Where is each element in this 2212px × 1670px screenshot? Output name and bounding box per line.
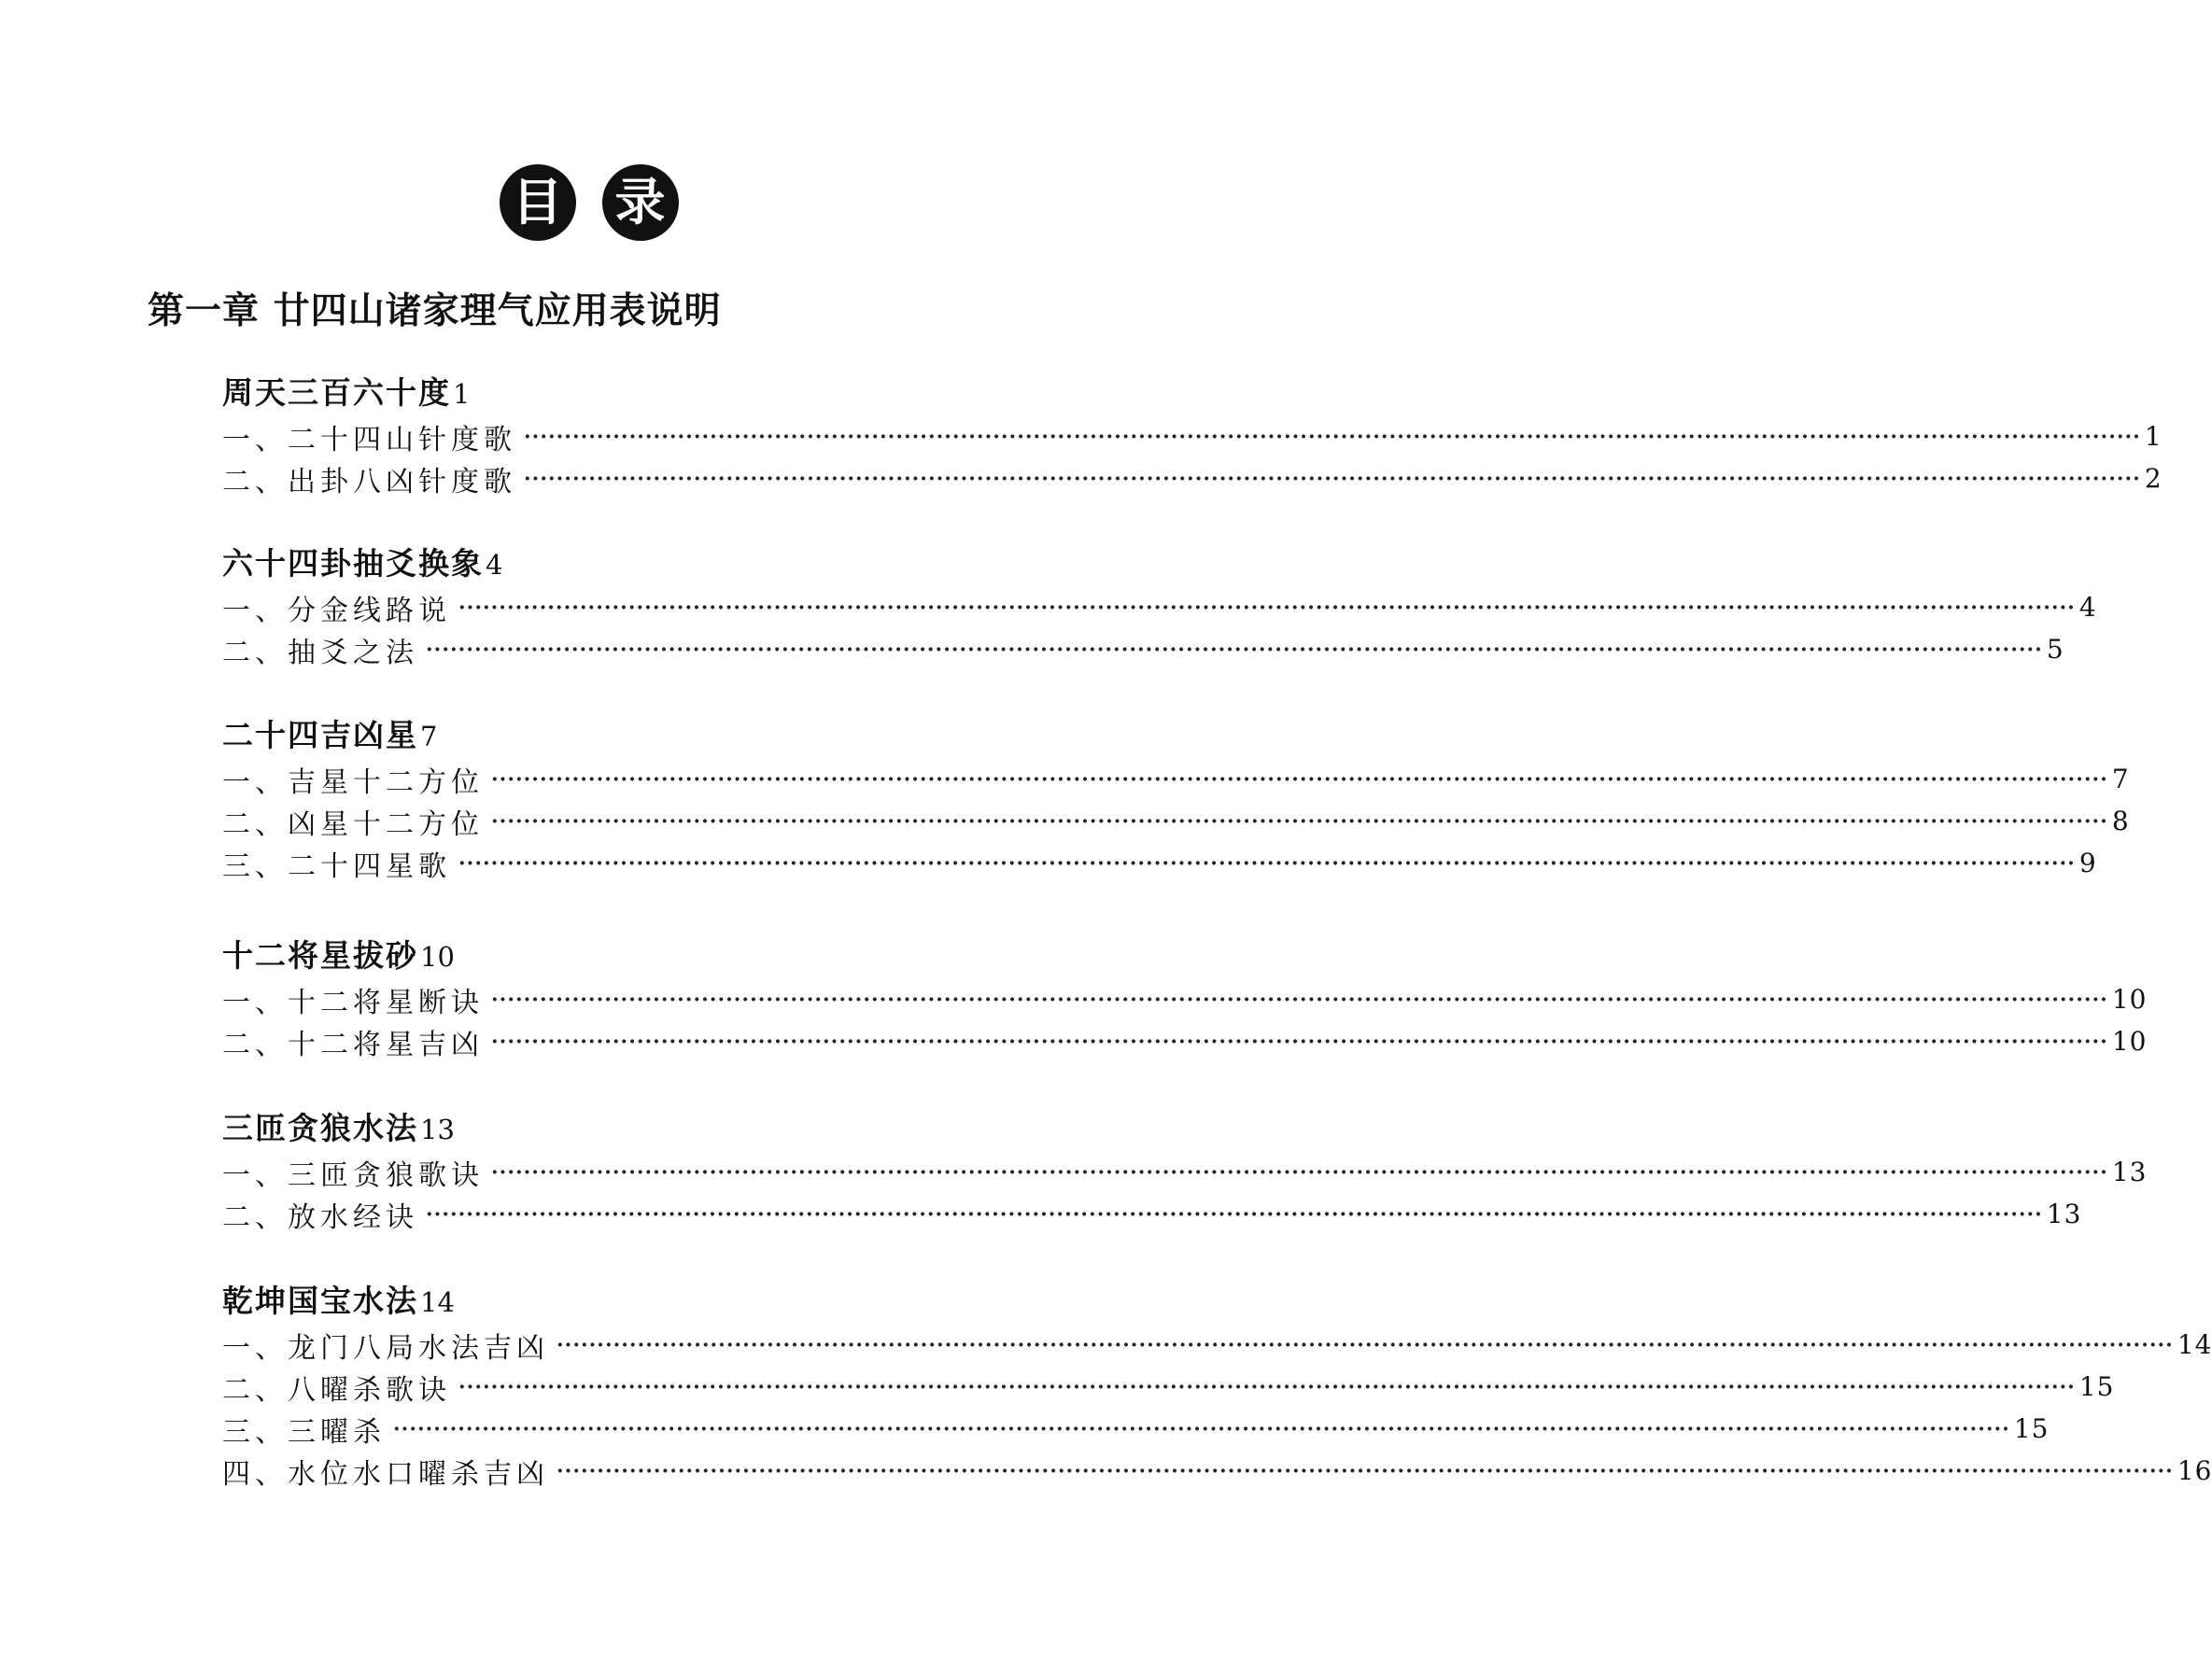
toc-entry-page: 8: [2111, 806, 2130, 836]
section-title: 六十四卦抽爻换象: [222, 545, 484, 582]
toc-entry-page: 10: [2111, 1026, 2148, 1057]
toc-entry-label: 一、分金线路说: [222, 594, 451, 627]
dot-leader: ········································································································································································································: [426, 637, 2043, 662]
toc-section: [222, 369, 2163, 499]
toc-entry[interactable]: [222, 586, 2097, 628]
section-heading[interactable]: [222, 1104, 1025, 1151]
toc-entry[interactable]: [222, 1193, 2082, 1235]
section-page: 7: [420, 721, 438, 752]
chapter-title: 第一章 廿四山诸家理气应用表说明: [148, 290, 722, 332]
dot-leader: ········································································································································································································: [491, 987, 2108, 1012]
toc-section: [222, 1277, 2212, 1492]
toc-section: [222, 711, 2130, 884]
toc-entry[interactable]: [222, 1366, 2115, 1408]
toc-header-char-circle: 目: [500, 164, 576, 241]
section-heading[interactable]: [222, 711, 1025, 758]
toc-entry[interactable]: [222, 978, 2148, 1020]
dot-leader: ········································································································································································································: [458, 1374, 2076, 1399]
toc-entry-page: 5: [2046, 634, 2064, 665]
toc-entry[interactable]: [222, 1450, 2212, 1492]
toc-entry[interactable]: [222, 628, 2064, 670]
toc-entry[interactable]: [222, 758, 2130, 800]
toc-entry-label: 三、三曜杀: [222, 1415, 386, 1449]
toc-section: [222, 1104, 2148, 1235]
toc-entry-page: 13: [2046, 1199, 2082, 1229]
toc-header: [0, 164, 1177, 241]
dot-leader: ········································································································································································································: [491, 1029, 2108, 1054]
dot-leader: ········································································································································································································: [557, 1458, 2174, 1483]
dot-leader: ········································································································································································································: [491, 808, 2108, 834]
toc-entry-page: 9: [2078, 848, 2097, 878]
toc-entry[interactable]: [222, 457, 2163, 499]
toc-section: [222, 932, 2148, 1062]
toc-entry-label: 一、三匝贪狼歌诀: [222, 1158, 484, 1192]
dot-leader: ········································································································································································································: [426, 1201, 2043, 1227]
toc-entry-label: 二、抽爻之法: [222, 636, 418, 669]
toc-entry-label: 一、十二将星断诀: [222, 986, 484, 1019]
toc-entry-page: 1: [2144, 421, 2163, 452]
toc-entry-page: 15: [2013, 1413, 2050, 1444]
section-page: 10: [420, 941, 455, 973]
toc-entry-label: 一、龙门八局水法吉凶: [222, 1331, 549, 1365]
toc-entry-label: 一、吉星十二方位: [222, 765, 484, 799]
section-title: 三匝贪狼水法: [222, 1110, 418, 1146]
toc-entry[interactable]: [222, 800, 2130, 842]
section-title: 周天三百六十度: [222, 374, 451, 411]
toc-entry[interactable]: [222, 1020, 2148, 1062]
dot-leader: ········································································································································································································: [458, 850, 2076, 876]
section-title: 二十四吉凶星: [222, 717, 418, 753]
section-heading[interactable]: [222, 1277, 1025, 1324]
section-heading[interactable]: [222, 540, 1025, 586]
section-title: 十二将星拔砂: [222, 937, 418, 974]
toc-section: [222, 540, 2097, 670]
toc-entry-page: 4: [2078, 592, 2097, 623]
section-page: 14: [420, 1286, 455, 1318]
toc-entry-label: 二、放水经诀: [222, 1200, 418, 1234]
dot-leader: ········································································································································································································: [524, 424, 2141, 449]
toc-entry[interactable]: [222, 415, 2163, 457]
dot-leader: ········································································································································································································: [458, 595, 2076, 620]
section-page: 4: [486, 549, 503, 581]
toc-entry-page: 14: [2177, 1329, 2212, 1360]
toc-entry-page: 7: [2111, 764, 2130, 794]
toc-entry-page: 10: [2111, 984, 2148, 1015]
toc-entry-page: 16: [2177, 1455, 2212, 1486]
toc-entry-label: 二、凶星十二方位: [222, 807, 484, 841]
section-heading[interactable]: [222, 932, 1025, 978]
dot-leader: ········································································································································································································: [557, 1332, 2174, 1357]
dot-leader: ········································································································································································································: [491, 1159, 2108, 1185]
toc-entry-label: 一、二十四山针度歌: [222, 423, 516, 456]
toc-entry[interactable]: [222, 1151, 2148, 1193]
dot-leader: ········································································································································································································: [393, 1416, 2010, 1441]
toc-entry-label: 二、八曜杀歌诀: [222, 1373, 451, 1407]
toc-entry[interactable]: [222, 1324, 2212, 1366]
section-page: 1: [453, 378, 471, 410]
toc-entry-page: 15: [2078, 1371, 2115, 1402]
dot-leader: ········································································································································································································: [524, 466, 2141, 491]
section-heading[interactable]: [222, 369, 1025, 415]
toc-entry[interactable]: [222, 842, 2097, 884]
section-page: 13: [420, 1114, 455, 1145]
toc-header-char-circle: 录: [602, 164, 679, 241]
toc-entry-page: 13: [2111, 1157, 2148, 1187]
toc-entry[interactable]: [222, 1408, 2050, 1450]
toc-entry-label: 三、二十四星歌: [222, 849, 451, 883]
toc-entry-label: 四、水位水口曜杀吉凶: [222, 1457, 549, 1491]
dot-leader: ········································································································································································································: [491, 766, 2108, 792]
toc-entry-page: 2: [2144, 463, 2163, 494]
section-title: 乾坤国宝水法: [222, 1283, 418, 1319]
toc-entry-label: 二、十二将星吉凶: [222, 1028, 484, 1061]
toc-entry-label: 二、出卦八凶针度歌: [222, 465, 516, 498]
